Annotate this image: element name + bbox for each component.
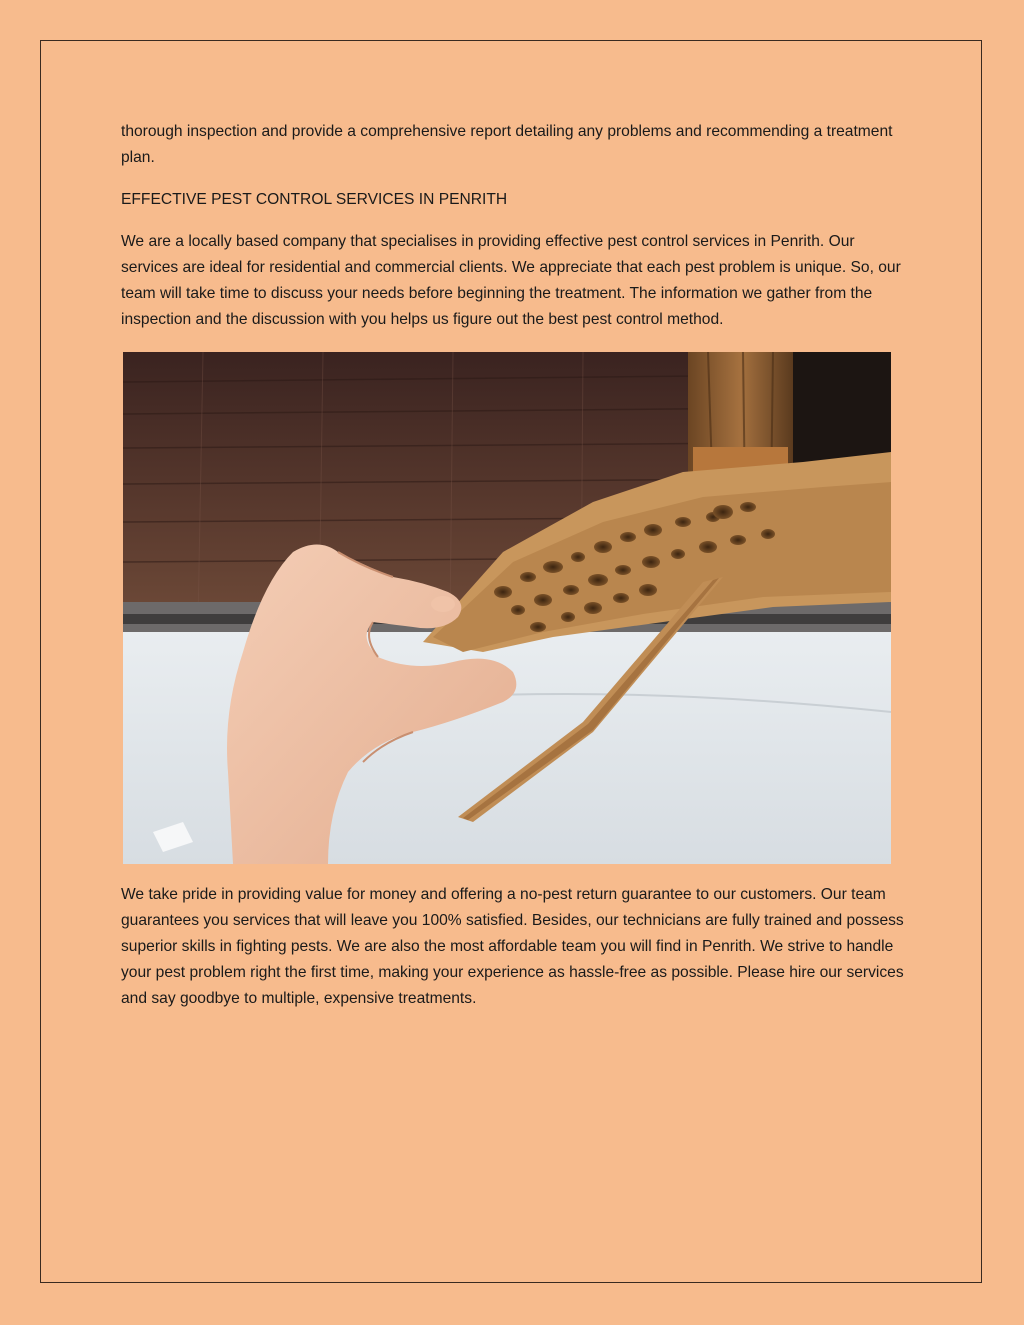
document-body — [121, 119, 911, 1012]
section-heading: EFFECTIVE PEST CONTROL SERVICES IN PENRITH — [121, 191, 508, 208]
services-paragraph: We are a locally based company that specialises in providing effective pest control services in Penrith. Our services are ideal for residential and commercial clients. We appreciate that each pest problem is unique. So, our team will take time to discuss your needs before beginning the treatment. The information we gather from the inspection and the discussion with you helps us figure out the best pest control method. — [121, 233, 901, 328]
intro-paragraph: thorough inspection and provide a comprehensive report detailing any problems and recommending a treatment plan. — [121, 123, 893, 166]
value-paragraph: We take pride in providing value for money and offering a no-pest return guarantee to our customers. Our team guarantees you services that will leave you 100% satisfied. Besides, our technicians are fully trained and possess superior skills in fighting pests. We are also the most affordable team you will find in Penrith. We strive to handle your pest problem right the first time, making your experience as hassle-free as possible. Please hire our services and say goodbye to multiple, expensive treatments. — [121, 886, 904, 1007]
termite-damaged-wood-photo — [123, 352, 891, 864]
